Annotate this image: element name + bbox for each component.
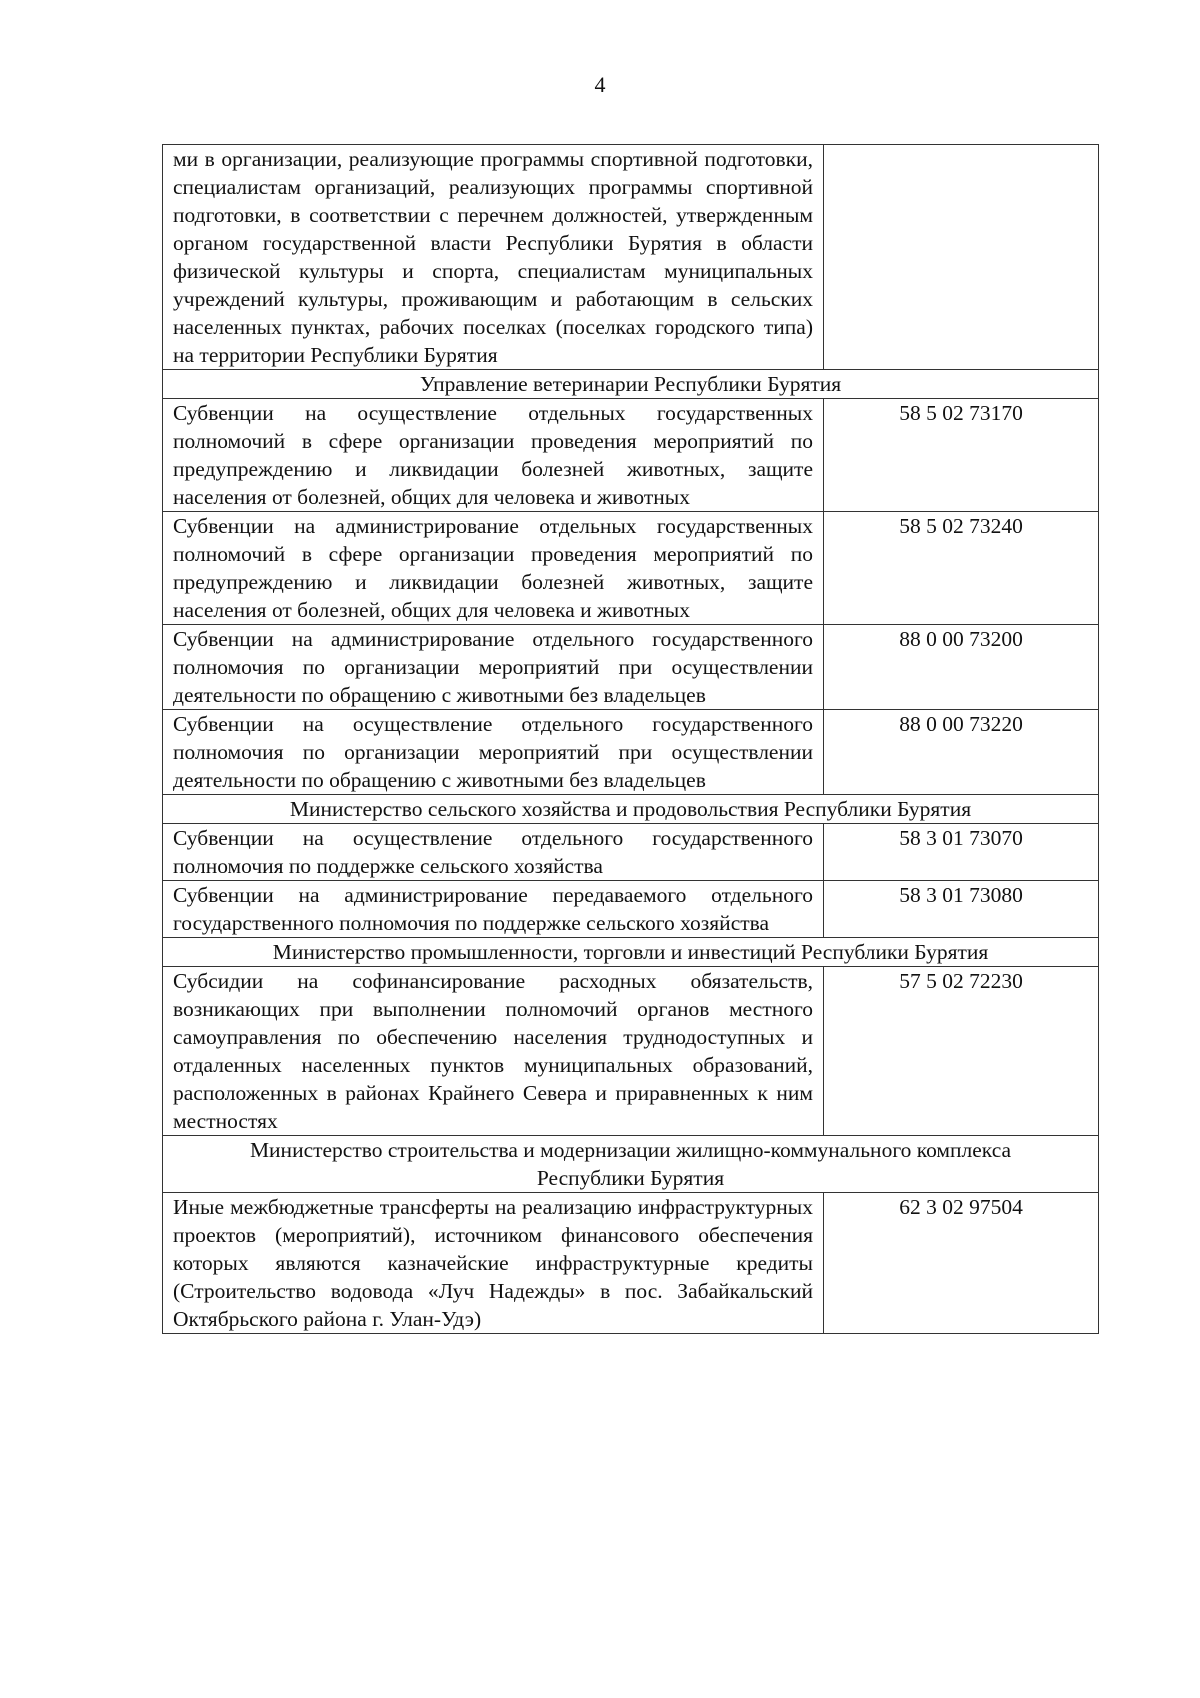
table-row — [163, 710, 1099, 795]
table-row — [163, 512, 1099, 625]
row-code: 62 3 02 97504 — [824, 1193, 1099, 1334]
section-title — [163, 938, 1099, 967]
section-title — [163, 1136, 1099, 1193]
section-header-row — [163, 370, 1099, 399]
section-title-line: Министерство сельского хозяйства и продовольствия Республики Бурятия — [289, 797, 972, 821]
section-title — [163, 795, 1099, 824]
section-title-line: Министерство промышленности, торговли и инвестиций Республики Бурятия — [272, 940, 989, 964]
table-row — [163, 145, 1099, 370]
row-code: 58 5 02 73170 — [824, 399, 1099, 512]
row-code: 58 3 01 73070 — [824, 824, 1099, 881]
row-code: 88 0 00 73200 — [824, 625, 1099, 710]
section-title — [163, 370, 1099, 399]
section-header-row — [163, 1136, 1099, 1193]
table-row — [163, 824, 1099, 881]
row-description: Субсидии на софинансирование расходных обязательств, возникающих при выполнении полномочий органов местного самоуправления по обеспечению населения труднодоступных и отдаленных населенных пунктов муниципальных образований, расположенных в районах Крайнего Севера и приравненных к ним местностях — [163, 967, 824, 1136]
row-description: Субвенции на администрирование передаваемого отдельного государственного полномочия по поддержке сельского хозяйства — [163, 881, 824, 938]
row-description: ми в организации, реализующие программы спортивной подготовки, специалистам организаций, реализующих программы спортивной подготовки, в соответствии с перечнем должностей, утвержденным органом государственной власти Республики Бурятия в области физической культуры и спорта, специалистам муниципальных учреждений культуры, проживающим и работающим в сельских населенных пунктах, рабочих поселках (поселках городского типа) на территории Республики Бурятия — [163, 145, 824, 370]
row-code: 88 0 00 73220 — [824, 710, 1099, 795]
row-code: 57 5 02 72230 — [824, 967, 1099, 1136]
budget-codes-table — [162, 144, 1099, 1334]
table-row — [163, 881, 1099, 938]
section-title-line: Республики Бурятия — [536, 1166, 725, 1190]
row-description: Субвенции на администрирование отдельного государственного полномочия по организации мероприятий при осуществлении деятельности по обращению с животными без владельцев — [163, 625, 824, 710]
row-code: 58 5 02 73240 — [824, 512, 1099, 625]
section-title-line: Министерство строительства и модернизации жилищно-коммунального комплекса — [249, 1138, 1012, 1162]
table-row — [163, 625, 1099, 710]
section-header-row — [163, 938, 1099, 967]
row-description: Субвенции на осуществление отдельного государственного полномочия по организации мероприятий при осуществлении деятельности по обращению с животными без владельцев — [163, 710, 824, 795]
table-row — [163, 967, 1099, 1136]
section-title-line: Управление ветеринарии Республики Бурятия — [419, 372, 842, 396]
row-description: Субвенции на осуществление отдельных государственных полномочий в сфере организации проведения мероприятий по предупреждению и ликвидации болезней животных, защите населения от болезней, общих для человека и животных — [163, 399, 824, 512]
table-row — [163, 1193, 1099, 1334]
section-header-row — [163, 795, 1099, 824]
row-code: 58 3 01 73080 — [824, 881, 1099, 938]
row-description: Субвенции на осуществление отдельного государственного полномочия по поддержке сельского хозяйства — [163, 824, 824, 881]
row-description: Субвенции на администрирование отдельных государственных полномочий в сфере организации проведения мероприятий по предупреждению и ликвидации болезней животных, защите населения от болезней, общих для человека и животных — [163, 512, 824, 625]
table-row — [163, 399, 1099, 512]
page-number: 4 — [594, 72, 606, 97]
row-code — [824, 145, 1099, 370]
row-description: Иные межбюджетные трансферты на реализацию инфраструктурных проектов (мероприятий), источником финансового обеспечения которых являются казначейские инфраструктурные кредиты (Строительство водовода «Луч Надежды» в пос. Забайкальский Октябрьского района г. Улан-Удэ) — [163, 1193, 824, 1334]
